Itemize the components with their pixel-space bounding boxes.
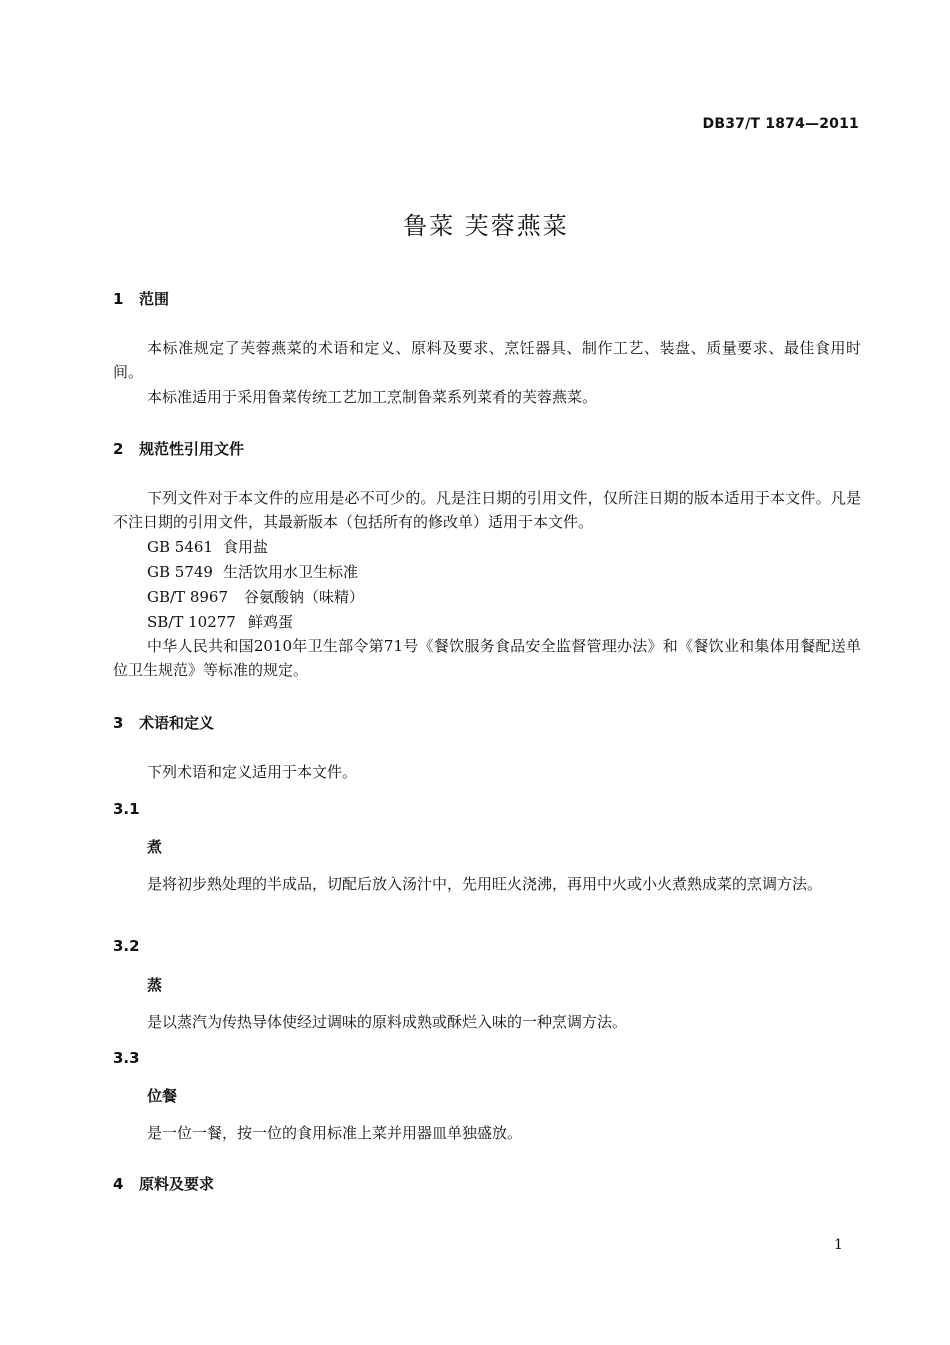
regulation-paragraph: 中华人民共和国2010年卫生部令第71号《餐饮服务食品安全监督管理办法》和《餐饮业和集体用餐配送单位卫生规范》等标准的规定。 bbox=[113, 637, 861, 679]
page-number: 1 bbox=[834, 1237, 843, 1253]
reference-item bbox=[147, 535, 268, 559]
term-name: 煮 bbox=[147, 838, 163, 856]
term-name: 位餐 bbox=[147, 1087, 178, 1105]
reference-name: 鲜鸡蛋 bbox=[248, 613, 294, 631]
term-name: 蒸 bbox=[147, 976, 163, 994]
section-title: 术语和定义 bbox=[139, 714, 215, 732]
reference-code: GB/T 8967 bbox=[147, 588, 229, 606]
reference-name: 食用盐 bbox=[223, 538, 269, 556]
scope-paragraph: 本标准规定了芙蓉燕菜的术语和定义、原料及要求、烹饪器具、制作工艺、装盘、质量要求、最佳食用时间。 bbox=[113, 339, 861, 381]
reference-item bbox=[147, 610, 293, 634]
document-title: 鲁菜 芙蓉燕菜 bbox=[403, 212, 569, 240]
reference-item bbox=[147, 560, 358, 584]
section-title: 规范性引用文件 bbox=[139, 440, 245, 458]
section-number: 3 bbox=[113, 714, 124, 732]
reference-code: SB/T 10277 bbox=[147, 613, 236, 631]
section-title: 范围 bbox=[139, 290, 170, 308]
term-number: 3.3 bbox=[113, 1049, 140, 1067]
section-1-heading bbox=[113, 288, 169, 309]
reference-code: GB 5749 bbox=[147, 563, 213, 581]
term-definition: 是将初步熟处理的半成品，切配后放入汤汁中，先用旺火浇沸，再用中火或小火煮熟成菜的烹调方法。 bbox=[147, 875, 823, 893]
section-2-heading bbox=[113, 438, 244, 459]
standard-code: DB37/T 1874—2011 bbox=[702, 116, 859, 132]
term-definition: 是以蒸汽为传热导体使经过调味的原料成熟或酥烂入味的一种烹调方法。 bbox=[147, 1013, 628, 1031]
reference-code: GB 5461 bbox=[147, 538, 213, 556]
reference-name: 谷氨酸钠（味精） bbox=[244, 588, 365, 606]
section-number: 1 bbox=[113, 290, 124, 308]
section-number: 2 bbox=[113, 440, 124, 458]
section-3-heading bbox=[113, 712, 214, 733]
references-intro: 下列文件对于本文件的应用是必不可少的。凡是注日期的引用文件，仅所注日期的版本适用于本文件。凡是不注日期的引用文件，其最新版本（包括所有的修改单）适用于本文件。 bbox=[113, 489, 861, 531]
scope-paragraph: 本标准适用于采用鲁菜传统工艺加工烹制鲁菜系列菜肴的芙蓉燕菜。 bbox=[147, 388, 598, 406]
term-number: 3.2 bbox=[113, 937, 140, 955]
section-title: 原料及要求 bbox=[139, 1175, 215, 1193]
term-definition: 是一位一餐，按一位的食用标准上菜并用器皿单独盛放。 bbox=[147, 1124, 523, 1142]
reference-name: 生活饮用水卫生标准 bbox=[223, 563, 359, 581]
reference-item bbox=[147, 585, 364, 609]
section-4-heading bbox=[113, 1173, 214, 1194]
terms-intro: 下列术语和定义适用于本文件。 bbox=[147, 763, 358, 781]
section-number: 4 bbox=[113, 1175, 124, 1193]
term-number: 3.1 bbox=[113, 800, 140, 818]
